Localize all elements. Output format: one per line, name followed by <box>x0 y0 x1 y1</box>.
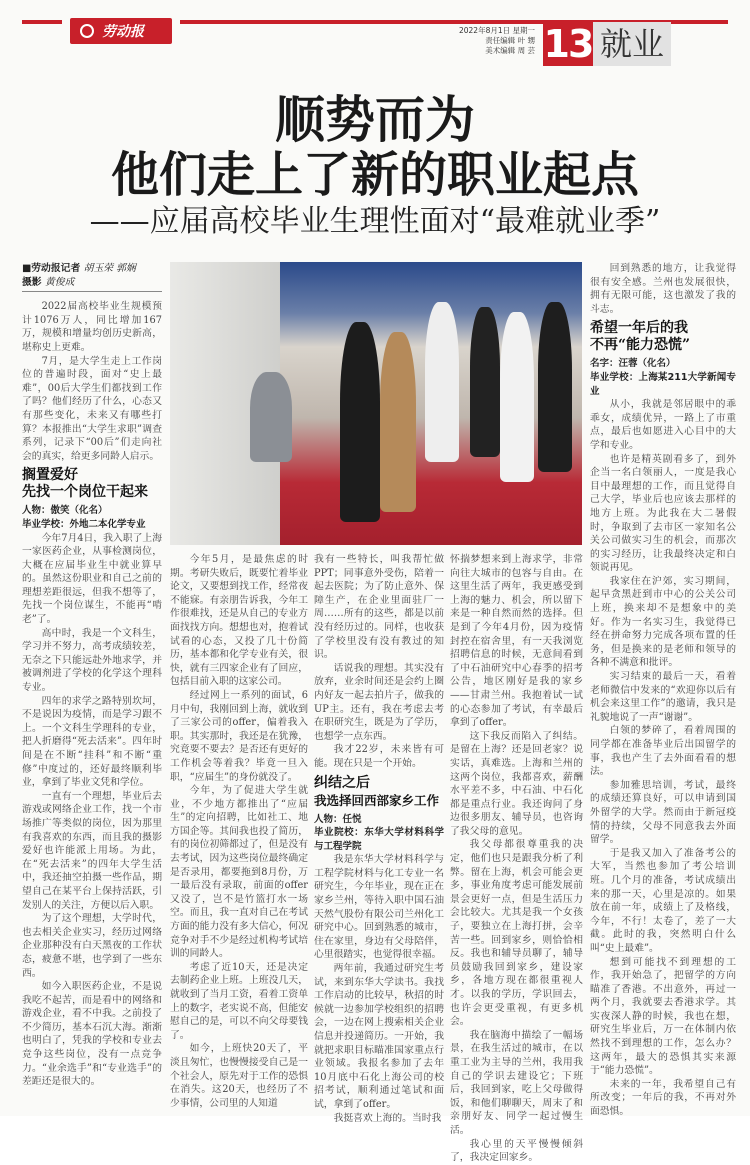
subheadline: ——应届高校毕业生理性面对“最难就业季” <box>89 204 661 239</box>
story3-heading <box>590 320 736 354</box>
newspaper-logo <box>70 18 172 44</box>
person-label: 人物：傲笑（化名） <box>22 505 108 517</box>
section-name: 就业 <box>593 22 671 66</box>
person-label: 人物：任悦 <box>314 813 362 825</box>
heading-line: 我选择回西部家乡工作 <box>314 792 440 808</box>
standing-person <box>470 307 500 457</box>
story-paragraph: 今年，为了促进大学生就业，不少地方都推出了“应届生”的定向招聘，比如社工、地方国企等。其间我也投了简历，有的岗位初筛都过了，但是没有去考试，因为这些岗位最终确定是否录用，都要拖到8月份，万一最后没有录取，前面的offer又没了，岂不是竹篮打水一场空。而且，我一直对自己在考试方面的能力没有多大信心，何况竞争对手不少是经过机构考试培训的同龄人。 <box>170 785 308 960</box>
story-paragraph: 我才22岁，未来皆有可能。现在只是一个开始。 <box>314 744 444 769</box>
heading-line: 搁置爱好 <box>22 467 78 484</box>
story-paragraph: 话说我的理想。其实没有放弃，业余时间还是会约上圈内好友一起去拍片子，做我的UP主。还有，我在考虑去考在职研究生，既是为了学历，也想学一点东西。 <box>314 662 444 742</box>
issue-info <box>405 26 535 56</box>
story-paragraph: 未来的一年，我希望自己有所改变；一年后的我，不再对外面恐惧。 <box>590 1078 736 1118</box>
story-paragraph: 今年7月4日，我入职了上海一家医药企业，从事检测岗位，大概在应届毕业生中就业算早的。虽然这份职业和自己之前的理想差距很远，但我不想等了，先找一个岗位谋生，不能再“啃老”了。 <box>22 532 162 626</box>
school-label: 毕业院校：东华大学材料科学与工程学院 <box>314 827 444 852</box>
story-paragraph: 我父母都很尊重我的决定，他们也只是跟我分析了利弊。留在上海，机会可能会更多，事业角度考虑可能发展前景会更好一点，但是生活压力会比较大。尤其是我一个女孩子，要独立在上海打拼，会辛苦一些。回到家乡，则恰恰相反。我也和辅导员聊了，辅导员鼓励我回到家乡，建设家乡，各地方现在都很重视人才。以我的学历，学识回去，也许会更受重视，有更多机会。 <box>450 839 583 1028</box>
story-paragraph: 如今入职医药企业，不是说我吃不起苦，而是看中的网络和游戏企业，看不中我。之前投了不少简历，基本石沉大海。渐渐也明白了，凭我的学校和专业去竞争这些岗位，没有一点竞争力。“业余选手”和“专业选手”的差距还是很大的。 <box>22 981 162 1088</box>
story-paragraph: 也许是精英剧看多了，到外企当一名白领丽人，一度是我心目中最理想的工作，而且觉得自己大学，毕业后也应该去那样的地方上班。为此我在大二暑假时，争取到了去市区一家知名公关公司做实习生的机会，而那次的实习经历，让我最终决定和白领说再见。 <box>590 453 736 574</box>
heading-line: 希望一年后的我 <box>590 320 688 337</box>
person-label: 名字：汪蓉（化名） <box>590 358 676 370</box>
art-editor: 美术编辑 周 芸 <box>485 46 535 55</box>
story-paragraph: 想到可能找不到理想的工作，我开始急了，把留学的方向瞄准了香港。不出意外，再过一两个月，我就要去香港求学。其实夜深人静的时候，我也在想，研究生毕业后，万一在体制内依然找不到理想的工作，怎么办？这两年，最大的恐惧其实来源于“能力恐慌”。 <box>590 956 736 1077</box>
story-paragraph: 回到熟悉的地方，让我觉得很有安全感。兰州也发展很快，拥有无限可能，这也激发了我的斗志。 <box>590 263 736 315</box>
header-rule <box>22 20 62 24</box>
story-paragraph: 从小，我就是邻居眼中的乖乖女，成绩优异，一路上了市重点，最后也如愿进入心目中的大学和专业。 <box>590 399 736 451</box>
heading-line: 纠结之后 <box>314 774 370 791</box>
heading-line: 不再“能力恐慌” <box>590 337 691 354</box>
story-paragraph: 一直有一个理想，毕业后去游戏或网络企业工作，找一个市场推广等类似的岗位，因为那里有我喜欢的东西，而且我的摄影爱好也许能派上用场。为此，在“死去活来”的四年大学生活中，我还抽空拍摄一些作品，期望自己在某平台上保持活跃，引发别人的关注，方便以后入职。 <box>22 790 162 911</box>
story-paragraph: 我有一些特长，叫我帮忙做PPT；同事意外受伤，陪着一起去医院；为了防止意外、保障生产，在企业里面驻厂一周……所有的这些，都是以前没有经历过的。同样，也收获了学校里没有没有教过的知识。 <box>314 554 444 661</box>
story-paragraph: 我是东华大学材料科学与工程学院材料与化工专业一名研究生，今年毕业，现在正在家乡兰州，等待入职中国石油天然气股份有限公司兰州化工研究中心。回到熟悉的城市，住在家里，身边有父母陪伴，心里很踏实，也觉得很幸福。 <box>314 854 444 961</box>
story-paragraph: 我挺喜欢上海的。当时我 <box>333 1112 442 1124</box>
issue-date: 2022年8月1日 星期一 <box>458 26 535 35</box>
headline-line2: 他们走上了新的职业起点 <box>110 147 639 203</box>
headline-line1: 顺势而为 <box>275 90 475 149</box>
column-3 <box>314 553 444 1125</box>
standing-person <box>340 322 380 522</box>
reporter-names: 胡玉荣 郭娴 <box>83 263 136 274</box>
editor: 责任编辑 叶 甥 <box>485 36 535 45</box>
column-5 <box>590 262 736 1119</box>
story-paragraph: 四年的求学之路特别坎坷，不是说因为疫情，而是学习跟不上。一个文科生学理科的专业，把人折磨得“死去活来”。四年时间是在不断“挂科”和不断“重修”中度过的，还好最终顺利毕业，拿到了毕业文凭和学位。 <box>22 695 162 789</box>
story-paragraph: 高中时，我是一个文科生，学习并不努力，高考成绩较差，无奈之下只能远赴外地求学，并被调剂进了学校的化学这个理科专业。 <box>22 627 162 694</box>
story-paragraph: 白领的梦碎了，看着周围的同学都在准备毕业后出国留学的事，我也产生了去外面看看的想法。 <box>590 725 736 778</box>
story2-heading <box>314 775 444 810</box>
standing-person <box>538 302 572 472</box>
story-paragraph: 于是我又加入了准备考公的大军，当然也参加了考公培训班。几个月的准备，考试成绩出来的那一天，心里是凉的。如果放在前一年，成绩上了及格线，今年，不行！太卷了，差了一大截。此时的我，突然明白什么叫“史上最难”。 <box>590 847 736 954</box>
heading-line: 先找一个岗位干起来 <box>22 484 148 501</box>
story-paragraph: 实习结束的最后一天，看着老师微信中发来的“欢迎你以后有机会来这里工作”的邀请，我只是礼貌地说了一声“谢谢”。 <box>590 671 736 723</box>
standing-person <box>425 302 459 462</box>
story-paragraph: 我心里的天平慢慢倾斜了，我决定回家乡。 <box>450 1138 583 1164</box>
logo-icon <box>80 24 94 38</box>
story-paragraph: 如今，上班快20天了，平淡且匆忙，也慢慢接受自己是一个社会人，原先对于工作的恐惧在消失。这20天，也经历了不少事情，公司里的人知道 <box>170 1043 308 1109</box>
story-paragraph: 我在脑海中描绘了一幅场景，在我生活过的城市，在以重工业为主导的兰州，我用我自己的学识去建设它；下班后，我回到家，吃上父母做得饭，和他们聊聊天，周末了和亲朋好友、同学一起过慢生活。 <box>450 1029 583 1136</box>
school-label: 毕业学校：外地二本化学专业 <box>22 518 146 530</box>
story-paragraph: 我家住在沪郊，实习期间，起早贪黑赶到市中心的公关公司上班，换来却不是想象中的美好。作为一名实习生，我觉得已经在拼命努力完成各项布置的任务，但是换来的是老师和领导的各种不满意和批评。 <box>590 575 736 669</box>
page-number: 13 <box>543 22 593 66</box>
intro-paragraph: 2022届高校毕业生规模预计1076万人，同比增加167万，规模和增量均创历史新高，堪称史上更难。 <box>22 301 162 353</box>
story-paragraph: 怀揣梦想来到上海求学，非常向往大城市的包容与自由。在这里生活了两年，我更感受到上海的魅力、机会，所以留下来是一种自然而然的选择。但是到了今年4月份，因为疫情封控在宿舍里，有一天我浏览招聘信息的时候，无意间看到了中石油研究中心春季的招考公告，地区刚好是我的家乡——甘肃兰州。我抱着试一试的心态参加了考试，有幸最后拿到了offer。 <box>450 554 583 729</box>
seated-person <box>250 372 292 462</box>
photo-label: 摄影 <box>22 276 42 288</box>
logo-text: 劳动报 <box>102 24 144 40</box>
story-paragraph: 两年前，我通过研究生考试，来到东华大学读书。我找工作启动的比较早，秋招的时候就一边参加学校组织的招聘会，一边在网上搜索相关企业信息并投递简历。一开始，我就把求职目标瞄准国家重点行业领域。我报名参加了去年10月底中石化上海公司的校招考试，顺利通过笔试和面试，拿到了offer。 <box>314 963 444 1110</box>
school-label: 毕业学校：上海某211大学新闻专业 <box>590 371 736 397</box>
column-4 <box>450 553 583 1165</box>
column-2 <box>170 553 308 1110</box>
standing-person <box>380 332 416 512</box>
standing-person <box>500 312 534 482</box>
reporter-label: ■劳动报记者 <box>22 263 81 274</box>
story-paragraph: 为了这个理想，大学时代，也去相关企业实习，经历过网络企业那种没有白天黑夜的工作状态，疲惫不堪，也学到了一些东西。 <box>22 913 162 979</box>
intro-paragraph: 7月，是大学生走上工作岗位的普遍时段，面对“史上最难”，00后大学生们都找到工作了吗？他们经历了什么，心态又有那些变化，未来又有哪些打算？本报推出“大学生求职”调查系列，记录下“00后”们走向社会的真实，给更多同龄人启示。 <box>22 355 162 462</box>
story-paragraph: 考虑了近10天，还是决定去制药企业上班。上班没几天，就收到了当月工资，看着工资单上的数字，老实说不高，但能安慰自己的是，可以不向父母要钱了。 <box>170 961 308 1041</box>
column-1 <box>22 262 162 1089</box>
story-paragraph: 这下我反而陷入了纠结。是留在上海？还是回老家？说实话，真难选。上海和兰州的这两个岗位，我都喜欢，薪酬水平差不多，中石油、中石化都是重点行业。我还询问了身边很多朋友、辅导员，也咨询了我父母的意见。 <box>450 730 583 837</box>
story-paragraph: 今年5月，是最焦虑的时期。考研失败后，既要忙着毕业论文，又要想到找工作，经常夜不能寐。有亲朋告诉我，今年工作很难找，还是从自己的专业方面找找方向。想想也对，抱着试试看的心态，又投了几十份简历，基本都和化学专业有关，很快，就有三四家企业有了回应，包括目前入职的这家公司。 <box>170 554 308 688</box>
story-paragraph: 参加雅思培训，考试，最终的成绩还算良好，可以申请到国外留学的大学。然而由于新冠疫情的持续，父母不同意我去外面留学。 <box>590 779 736 846</box>
story-paragraph: 经过网上一系列的面试，6月中旬，我刚回到上海，就收到了三家公司的offer，偏着我入职。其实那时，我还是在犹豫，究竟要不要去？是否还有更好的工作机会等着我？毕竟一旦入职，“应届生”的身份就没了。 <box>170 689 308 783</box>
job-fair-photo <box>170 262 582 545</box>
photographer-name: 黄俊成 <box>45 276 75 288</box>
byline <box>22 262 162 292</box>
story1-heading <box>22 467 162 501</box>
